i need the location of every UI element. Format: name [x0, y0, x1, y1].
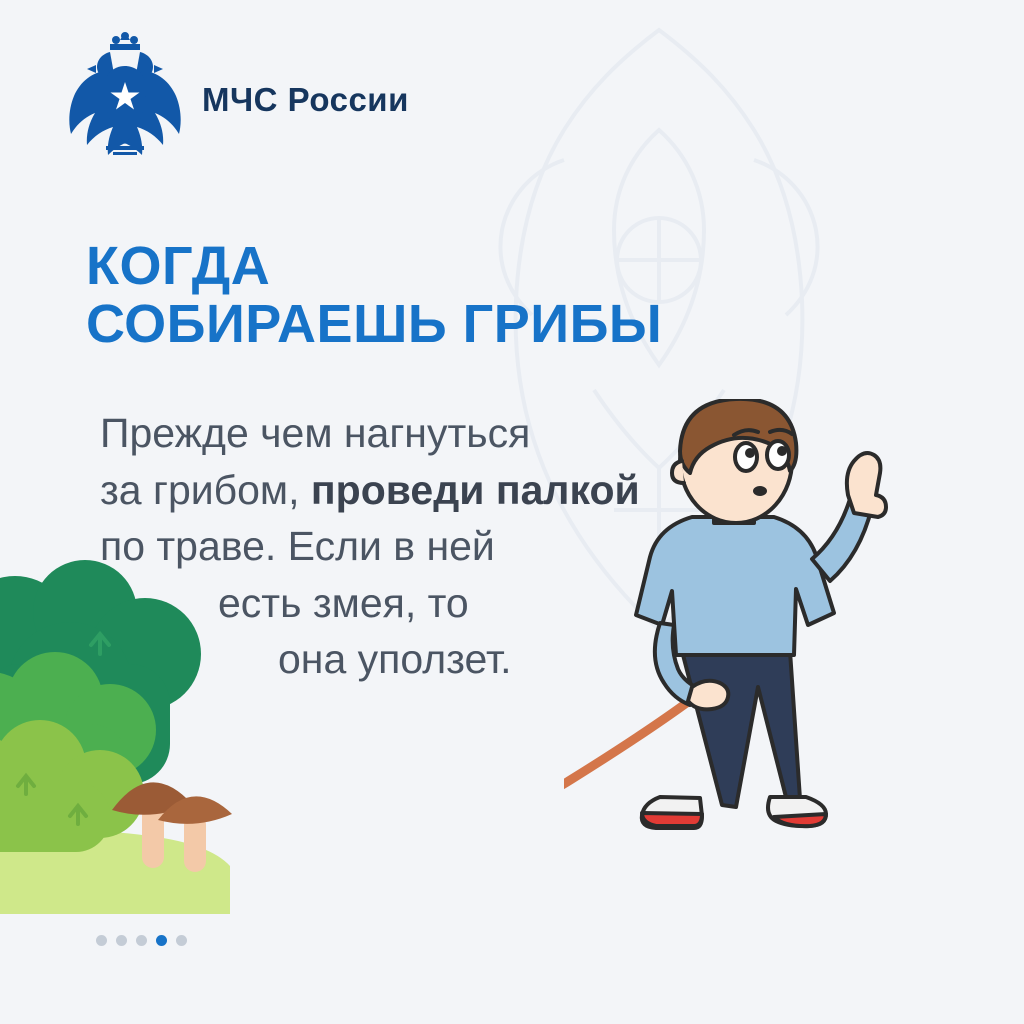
advice-line-1: Прежде чем нагнуться [100, 410, 531, 456]
advice-line-2-plain: за грибом, [100, 466, 311, 513]
advice-line-5: она уползет. [278, 636, 512, 683]
page-title-line-1: КОГДА [86, 236, 271, 296]
mchs-eagle-emblem-icon [66, 30, 184, 170]
pagination-dot[interactable] [136, 935, 147, 946]
page-title-line-2: СОБИРАЕШЬ ГРИБЫ [86, 293, 663, 354]
brand-header [66, 30, 409, 170]
brand-name: МЧС России [202, 81, 409, 118]
pagination-dot[interactable] [116, 935, 127, 946]
advice-line-2-bold: проведи палкой [310, 466, 640, 513]
advice-line-4: есть змея, то [218, 579, 469, 626]
bushes-and-mushrooms-illustration [0, 514, 380, 914]
boy-with-stick-illustration [564, 399, 994, 939]
pagination-dot[interactable] [176, 935, 187, 946]
advice-line-3: по траве. Если в ней [100, 523, 495, 570]
pagination-dot-active[interactable] [156, 935, 167, 946]
pagination-dots[interactable] [96, 935, 187, 946]
pagination-dot[interactable] [96, 935, 107, 946]
page-title [86, 238, 662, 354]
